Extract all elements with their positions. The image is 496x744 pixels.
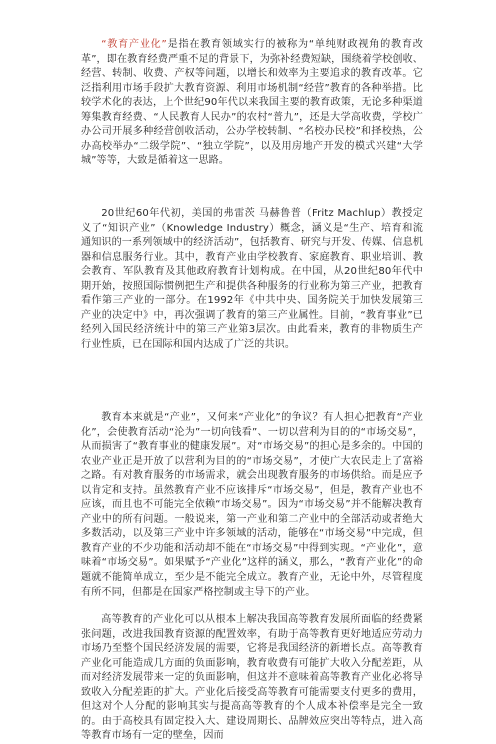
paragraph-4 xyxy=(81,613,423,744)
paragraph-1 xyxy=(81,38,423,169)
paragraph-text: 高等教育的产业化可以从根本上解决我国高等教育发展所面临的经费紧张问题，改进我国教育资源的配置效率，有助于高等教育更好地适应劳动力市场乃至整个国民经济发展的需要，它将是我国经济的新增长点。高等教育产业化可能造成几方面的负面影响，教育收费有可能扩大收入分配差距，从而对经济发展带来一定的负面影响，但这并不意味着高等教育产业化必将导致收入分配差距的扩大。产业化后接受高等教育可能需要支付更多的费用，但这对个人分配的影响其实与提高高等教育的个人成本补偿率是完全一致的。由于高校具有固定投入大、建设周期长、品牌效应突出等特点，进入高等教育市场有一定的壁垒，因而 xyxy=(81,614,423,742)
term-highlight: “教育产业化” xyxy=(101,39,167,50)
paragraph-text: 是指在教育领域实行的被称为“单纯财政视角的教育改革”，即在教育经费严重不足的背景下，为弥补经费短缺，围绕着学校创收、经营、转制、收费、产权等问题，以增长和效率为主要追求的教育改革。它泛指利用市场手段扩大教育资源、利用市场机制“经营”教育的各种举措。比较学术化的表达，上个世纪90年代以来我国主要的教育政策，无论多种渠道筹集教育经费、“人民教育人民办”的农村“普九”，还是大学高收费，学校广办公司开展多种经营创收活动，公办学校转制、“名校办民校”和择校热，公办高校举办“二级学院”、“独立学院”，以及用房地产开发的模式兴建“大学城”等等，大致是循着这一思路。 xyxy=(81,39,423,167)
paragraph-text: 20世纪60年代初，美国的弗雷茨 马赫鲁普（Fritz Machlup）教授定义了“知识产业”（Knowledge Industry）概念，涵义是“生产、培育和流通知识的一系列领域中的经济活动”，包括教育、研究与开发、传媒、信息机器和信息服务行业。其中，教育产业由学校教育、家庭教育、职业培训、教会教育、军队教育及其他政府教育计划构成。在中国，从20世纪80年代中期开始，按照国际惯例把生产和提供各种服务的行业称为第三产业，把教育看作第三产业的一部分。在1992年《中共中央、国务院关于加快发展第三产业的决定中》中，再次强调了教育的第三产业属性。目前，“教育事业”已经列入国民经济统计中的第三产业第3层次。由此看来，教育的非物质生产行业性质，已在国际和国内达成了广泛的共识。 xyxy=(81,208,423,350)
paragraph-text: 教育本来就是“产业”，又何来“产业化”的争议？有人担心把教育“产业化”，会使教育活动“沦为”一切向钱看”、一切以营利为目的的“市场交易”，从而损害了“教育事业的健康发展”。对“市场交易”的担心是多余的。中国的农业产业正是开放了以营利为目的的“市场交易”，才使广大农民走上了富裕之路。有对教育服务的市场需求，就会出现教育服务的市场供给。而是应予以肯定和支持。虽然教育产业不应该排斥“市场交易”，但是，教育产业也不应该，而且也不可能完全依赖“市场交易”。因为“市场交易”并不能解决教育产业中的所有问题。一般说来，第一产业和第二产业中的全部活动或者绝大多数活动，以及第三产业中许多领域的活动，能够在“市场交易”中完成，但教育产业的不少功能和活动却不能在“市场交易”中得到实现。“产业化”，意味着“市场交易”。如果赋予“产业化”这样的涵义，那么，“教育产业化”的命题就不能简单成立，至少是不能完全成立。教育产业，无论中外，尽管程度有所不同，但都是在国家严格控制或主导下的产业。 xyxy=(81,412,423,598)
paragraph-3 xyxy=(81,411,423,600)
paragraph-2 xyxy=(81,207,423,352)
